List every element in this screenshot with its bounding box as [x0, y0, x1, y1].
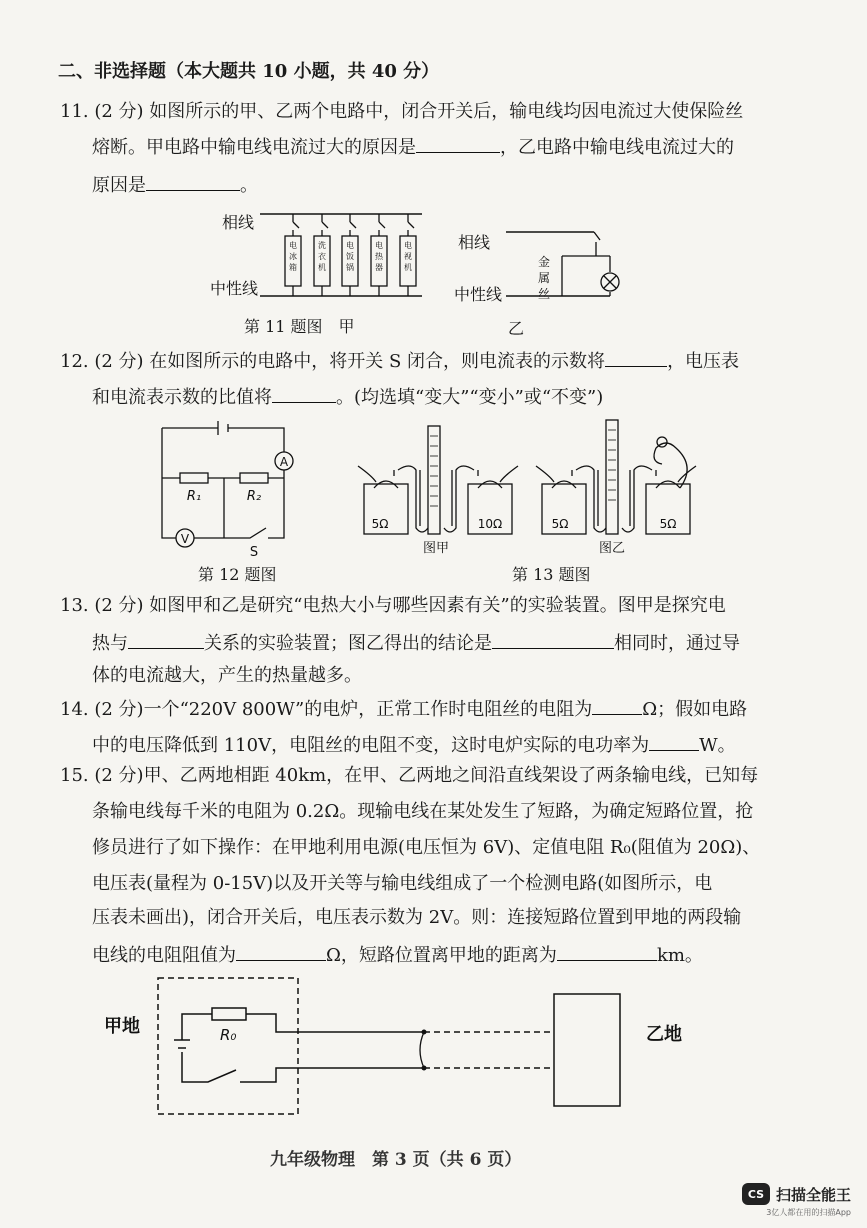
q15-text: Ω，短路位置离甲地的距离为: [326, 945, 557, 966]
live-wire-label: 相线: [222, 213, 255, 232]
section-title: 二、非选择题（本大题共 10 小题，共 40 分）: [58, 61, 440, 82]
q14-line2: [92, 734, 736, 756]
place-a-label: 甲地: [104, 1016, 140, 1037]
q15-line3: 修员进行了如下操作：在甲地利用电源(电压恒为 6V)、定值电阻 R₀(阻值为 20Ω)、: [92, 837, 761, 858]
q13-answer-blank-1[interactable]: [128, 632, 204, 649]
place-b-label: 乙地: [646, 1024, 682, 1045]
q11-text: 熔断。甲电路中输电线电流过大的原因是: [92, 137, 416, 158]
q12-line2: [92, 386, 603, 408]
q11-caption-yi: 乙: [508, 319, 525, 338]
detection-box: [158, 978, 298, 1114]
r2-label: R₂: [246, 489, 262, 504]
resistor-label: 5Ω: [551, 517, 569, 531]
neutral-wire-label: 中性线: [210, 279, 259, 298]
q11-line3: [92, 174, 258, 196]
q13-tube-marks: [430, 436, 438, 506]
metal-wire-label: 丝: [537, 287, 551, 301]
q12-text: 。(均选填“变大”“变小”或“不变”): [336, 387, 604, 408]
figure-yi-label: 图乙: [598, 541, 626, 556]
r0-label: R₀: [220, 1026, 237, 1044]
q13-line1: 13. (2 分) 如图甲和乙是研究“电热大小与哪些因素有关”的实验装置。图甲是探究电: [60, 595, 726, 616]
q15-figure: [100, 970, 720, 1120]
q13-text: 相同时，通过导: [614, 633, 740, 654]
q11-text: 。: [240, 175, 258, 196]
q13-line2: [92, 632, 740, 654]
appliance-label: 洗衣机: [318, 241, 326, 272]
live-wire-label: 相线: [458, 233, 491, 252]
resistor-label: 5Ω: [659, 517, 677, 531]
r1-label: R₁: [186, 489, 202, 504]
q11-caption-jia: 第 11 题图 甲: [244, 317, 355, 336]
q12-caption: 第 12 题图: [198, 565, 277, 584]
q13-tube-marks: [608, 430, 616, 500]
q11-text: 原因是: [92, 175, 146, 196]
q14-text: 14. (2 分)一个“220V 800W”的电炉，正常工作时电阻丝的电阻为: [60, 699, 593, 720]
ammeter-label: A: [279, 455, 289, 469]
q14-text: 中的电压降低到 110V，电阻丝的电阻不变，这时电炉实际的电功率为: [92, 735, 650, 756]
q14-answer-blank-2[interactable]: [649, 734, 699, 751]
q12-answer-blank-1[interactable]: [605, 350, 667, 367]
q15-line1: 15. (2 分)甲、乙两地相距 40km，在甲、乙两地之间沿直线架设了两条输电线，已知每: [60, 765, 759, 786]
q15-line4: 电压表(量程为 0-15V)以及开关等与输电线组成了一个检测电路(如图所示，电: [92, 873, 713, 894]
q11-text: ，乙电路中输电线电流过大的: [500, 137, 734, 158]
q15-text: km。: [656, 945, 703, 966]
q15-text: 电线的电阻阻值为: [92, 945, 236, 966]
q12-text: 和电流表示数的比值将: [92, 387, 272, 408]
q12-line1: [60, 350, 739, 372]
q11-line1: 11. (2 分) 如图所示的甲、乙两个电路中，闭合开关后，输电线均因电流过大使保险丝: [60, 101, 744, 122]
q13-line3: 体的电流越大，产生的热量越多。: [92, 665, 362, 686]
q14-answer-blank-1[interactable]: [592, 698, 642, 715]
q15-line5: 压表未画出)，闭合开关后，电压表示数为 2V。则：连接短路位置到甲地的两段输: [92, 907, 742, 928]
q14-line1: [60, 698, 747, 720]
q15-line2: 条输电线每千米的电阻为 0.2Ω。现输电线在某处发生了短路，为确定短路位置，抢: [92, 801, 754, 822]
q13-text: 关系的实验装置；图乙得出的结论是: [204, 633, 492, 654]
q11-figure-jia: [210, 213, 422, 298]
metal-wire-label: 金: [537, 255, 551, 269]
q11-answer-blank-1[interactable]: [416, 136, 500, 153]
q11-answer-blank-2[interactable]: [146, 174, 240, 191]
q13-figure: [350, 418, 702, 558]
neutral-wire-label: 中性线: [454, 285, 503, 304]
q12-circuit: [150, 416, 310, 564]
q15-line6: [92, 944, 703, 966]
figure-jia-label: 图甲: [422, 541, 450, 556]
q12-answer-blank-2[interactable]: [272, 386, 336, 403]
scanner-logo-icon: CS: [742, 1183, 770, 1205]
switch-label: S: [249, 545, 259, 560]
q13-answer-blank-2[interactable]: [492, 632, 614, 649]
appliance-label: 电冰箱: [289, 241, 297, 272]
q11-figure-yi: [454, 232, 619, 304]
scanner-tagline: 3亿人都在用的扫描App: [766, 1208, 851, 1217]
appliance-label: 电视机: [404, 241, 412, 272]
resistor-label: 10Ω: [477, 517, 503, 531]
q12-text: ，电压表: [667, 351, 740, 372]
appliance-label: 电饭锅: [346, 241, 354, 272]
q13-text: 热与: [92, 633, 128, 654]
q14-text: Ω；假如电路: [642, 699, 748, 720]
q12-text: 12. (2 分) 在如图所示的电路中，将开关 S 闭合，则电流表的示数将: [60, 351, 606, 372]
voltmeter-label: V: [180, 532, 190, 546]
appliance-label: 电热器: [375, 241, 383, 272]
q13-caption: 第 13 题图: [512, 565, 591, 584]
resistor-label: 5Ω: [371, 517, 389, 531]
metal-wire-label: 属: [537, 271, 551, 285]
scanner-app-name: 扫描全能王: [775, 1185, 851, 1204]
scanner-watermark: [742, 1183, 851, 1218]
page-footer: 九年级物理 第 3 页（共 6 页）: [270, 1150, 522, 1170]
q11-line2: [92, 136, 734, 158]
q14-text: W。: [699, 735, 736, 756]
q15-answer-blank-2[interactable]: [557, 944, 657, 961]
q15-answer-blank-1[interactable]: [236, 944, 326, 961]
